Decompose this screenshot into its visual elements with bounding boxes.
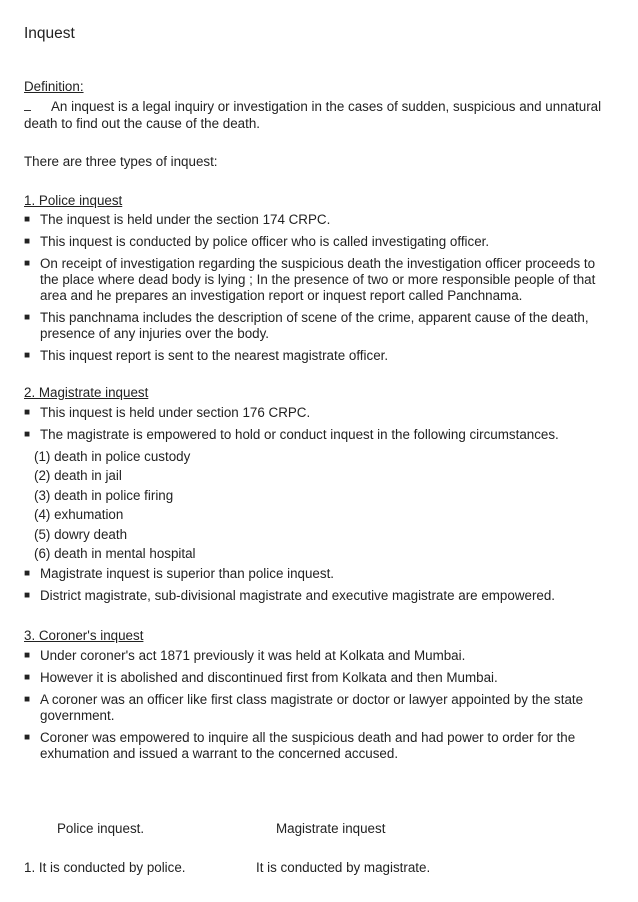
magistrate-inquest-heading: 2. Magistrate inquest bbox=[24, 385, 149, 400]
circumstance-item: (4) exhumation bbox=[34, 507, 124, 522]
list-item bbox=[24, 405, 614, 427]
bullet-icon: ■ bbox=[24, 650, 31, 661]
list-item-text: District magistrate, sub-divisional magistrate and executive magistrate are empowered. bbox=[40, 588, 556, 603]
bullet-icon: ■ bbox=[24, 590, 31, 601]
definition-heading: Definition: bbox=[24, 79, 84, 94]
list-item bbox=[24, 648, 614, 670]
bullet-icon: ■ bbox=[24, 236, 31, 247]
circumstance-item: (1) death in police custody bbox=[34, 449, 191, 464]
comparison-header-magistrate: Magistrate inquest bbox=[276, 821, 386, 836]
comparison-row-1-magistrate: It is conducted by magistrate. bbox=[256, 860, 431, 875]
police-inquest-list bbox=[24, 212, 614, 370]
bullet-icon: ■ bbox=[24, 672, 31, 683]
bullet-icon: ■ bbox=[24, 214, 31, 225]
circumstance-item: (5) dowry death bbox=[34, 527, 128, 542]
list-item-text: Coroner was empowered to inquire all the suspicious death and had power to order for the exhumation and issued a warrant to the concerned accused. bbox=[40, 730, 576, 761]
list-item-text: Under coroner's act 1871 previously it was held at Kolkata and Mumbai. bbox=[40, 648, 466, 663]
list-item bbox=[24, 310, 614, 348]
list-item bbox=[24, 730, 614, 768]
bullet-icon: ■ bbox=[24, 407, 31, 418]
magistrate-inquest-list bbox=[24, 405, 614, 449]
text-cursor bbox=[24, 110, 31, 111]
bullet-icon: ■ bbox=[24, 568, 31, 579]
list-item bbox=[24, 588, 614, 610]
list-item bbox=[24, 670, 614, 692]
types-intro: There are three types of inquest: bbox=[24, 154, 218, 169]
list-item bbox=[24, 692, 614, 730]
circumstance-item: (2) death in jail bbox=[34, 468, 122, 483]
coroner-inquest-list bbox=[24, 648, 614, 768]
definition-line-2: death to find out the cause of the death. bbox=[24, 116, 261, 131]
bullet-icon: ■ bbox=[24, 694, 31, 705]
list-item-text: This panchnama includes the description of scene of the crime, apparent cause of the death, presence of any injuries over the body. bbox=[40, 310, 589, 341]
circumstance-item: (3) death in police firing bbox=[34, 488, 174, 503]
list-item-text: However it is abolished and discontinued first from Kolkata and then Mumbai. bbox=[40, 670, 498, 685]
coroner-inquest-heading: 3. Coroner's inquest bbox=[24, 628, 144, 643]
list-item bbox=[24, 348, 614, 370]
page-title: Inquest bbox=[24, 25, 75, 42]
comparison-header-police: Police inquest. bbox=[57, 821, 145, 836]
list-item-text: On receipt of investigation regarding the suspicious death the investigation officer proceeds to the place where dead body is lying ; In the presence of two or more responsible people of that area and he prepares an investigation report or inquest report called Panchnama. bbox=[40, 256, 596, 303]
comparison-row-1-police: 1. It is conducted by police. bbox=[24, 860, 186, 875]
magistrate-inquest-list-bottom bbox=[24, 566, 614, 610]
list-item bbox=[24, 566, 614, 588]
list-item-text: This inquest is held under section 176 CRPC. bbox=[40, 405, 311, 420]
list-item-text: This inquest report is sent to the nearest magistrate officer. bbox=[40, 348, 389, 363]
bullet-icon: ■ bbox=[24, 258, 31, 269]
list-item bbox=[24, 212, 614, 234]
bullet-icon: ■ bbox=[24, 312, 31, 323]
list-item bbox=[24, 234, 614, 256]
list-item bbox=[24, 427, 614, 449]
list-item-text: Magistrate inquest is superior than police inquest. bbox=[40, 566, 335, 581]
list-item-text: The magistrate is empowered to hold or conduct inquest in the following circumstances. bbox=[40, 427, 559, 442]
bullet-icon: ■ bbox=[24, 732, 31, 743]
bullet-icon: ■ bbox=[24, 350, 31, 361]
police-inquest-heading: 1. Police inquest bbox=[24, 193, 123, 208]
list-item-text: This inquest is conducted by police officer who is called investigating officer. bbox=[40, 234, 490, 249]
bullet-icon: ■ bbox=[24, 429, 31, 440]
definition-line-1: An inquest is a legal inquiry or investigation in the cases of sudden, suspicious and unnatural bbox=[51, 99, 602, 114]
list-item-text: A coroner was an officer like first class magistrate or doctor or lawyer appointed by the state government. bbox=[40, 692, 584, 723]
list-item bbox=[24, 256, 614, 310]
circumstance-item: (6) death in mental hospital bbox=[34, 546, 196, 561]
bold-term: Panchnama. bbox=[447, 288, 523, 303]
bold-term: investigating officer. bbox=[371, 234, 490, 249]
list-item-text: The inquest is held under the section 174 CRPC. bbox=[40, 212, 331, 227]
